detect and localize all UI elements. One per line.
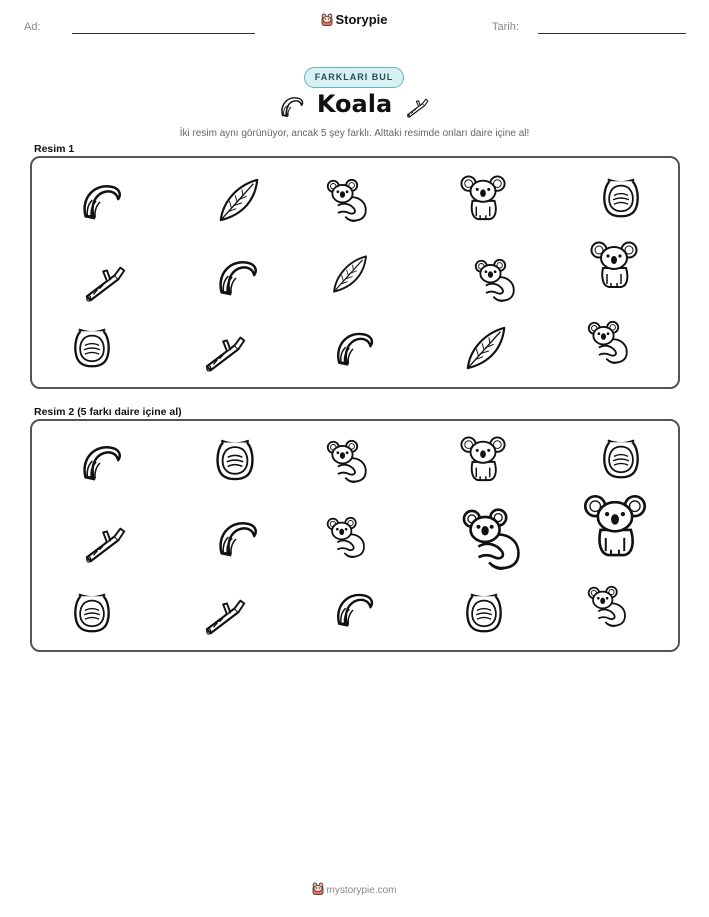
claw-icon[interactable] bbox=[330, 587, 376, 633]
koala-hugging-icon[interactable] bbox=[325, 439, 371, 485]
name-label: Ad: bbox=[24, 21, 41, 33]
pouch-icon bbox=[70, 326, 114, 370]
koala-hugging-icon bbox=[473, 258, 519, 304]
picture1-panel bbox=[30, 156, 680, 389]
picture1-label: Resim 1 bbox=[34, 143, 75, 155]
koala-sitting-icon bbox=[589, 240, 639, 290]
koala-hugging-icon[interactable] bbox=[325, 516, 369, 560]
koala-hugging-icon[interactable] bbox=[586, 585, 630, 629]
storypie-koala-icon bbox=[321, 13, 333, 26]
eucalyptus-leaf-icon bbox=[462, 324, 510, 372]
eucalyptus-leaf-icon bbox=[215, 176, 263, 224]
koala-sitting-icon[interactable] bbox=[582, 493, 648, 559]
activity-badge: FARKLARI BUL bbox=[304, 67, 404, 88]
page-title: Koala bbox=[316, 90, 393, 118]
instructions: İki resim aynı görünüyor, ancak 5 şey farklı. Alttaki resimde onları daire içine al! bbox=[179, 128, 530, 139]
pouch-icon[interactable] bbox=[462, 591, 506, 635]
koala-sitting-icon bbox=[459, 174, 507, 222]
claw-icon bbox=[330, 326, 376, 372]
claw-icon bbox=[76, 178, 124, 226]
branch-icon bbox=[82, 258, 130, 306]
koala-hugging-icon bbox=[325, 178, 371, 224]
pouch-icon[interactable] bbox=[70, 591, 114, 635]
name-write-line[interactable] bbox=[72, 33, 255, 34]
date-label: Tarih: bbox=[492, 21, 519, 33]
brand-name: Storypie bbox=[335, 12, 388, 27]
branch-icon bbox=[403, 94, 433, 120]
footer bbox=[0, 882, 709, 896]
claw-icon bbox=[212, 254, 260, 302]
branch-icon[interactable] bbox=[202, 591, 250, 639]
pouch-icon[interactable] bbox=[599, 437, 643, 481]
picture2-label: Resim 2 (5 farkı daire içine al) bbox=[34, 406, 182, 418]
date-write-line[interactable] bbox=[538, 33, 686, 34]
eucalyptus-leaf-icon bbox=[329, 253, 371, 295]
footer-url: mystorypie.com bbox=[326, 885, 397, 896]
branch-icon bbox=[202, 328, 250, 376]
claw-icon[interactable] bbox=[212, 515, 260, 563]
picture2-panel[interactable] bbox=[30, 419, 680, 652]
koala-hugging-icon bbox=[586, 320, 632, 366]
brand-logo bbox=[0, 12, 709, 27]
claw-icon[interactable] bbox=[76, 439, 124, 487]
branch-icon[interactable] bbox=[82, 519, 130, 567]
storypie-koala-icon bbox=[312, 882, 324, 895]
pouch-icon[interactable] bbox=[212, 437, 258, 483]
pouch-icon bbox=[599, 176, 643, 220]
koala-hugging-icon[interactable] bbox=[460, 507, 526, 573]
koala-sitting-icon[interactable] bbox=[459, 435, 507, 483]
